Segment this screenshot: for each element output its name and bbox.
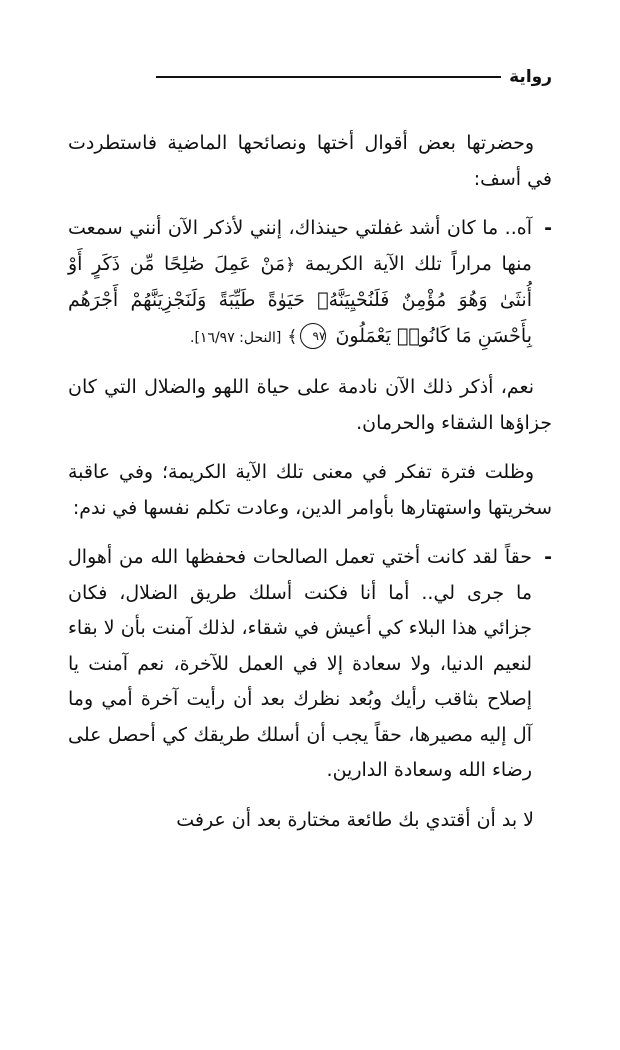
paragraph-1: وحضرتها بعض أقوال أختها ونصائحها الماضية فاستطردت في أسف: [68,132,552,190]
dialogue-1 [68,211,552,356]
dialogue-2-text: حقاً لقد كانت أختي تعمل الصالحات فحفظها الله من أهوال ما جرى لي.. أما أنا فكنت أسلك طريق الضلال، فكان جزائي هذا البلاء كي أعيش في شقاء، لذلك آمنت بأن لا بقاء لنعيم الدنيا، ولا سعادة إلا في العمل للآخرة، نعم آمنت يا إصلاح بثاقب رأيك وبُعد نظرك بعد أن رأيت آخرة أمي وما آل إليه مصيرها، حقاً يجب أن أسلك طريقك كي أحصل على رضاء الله وسعادة الدارين. [68,546,532,781]
ayah-number-marker: ٩٧ [300,323,326,349]
paragraph-3: وظلت فترة تفكر في معنى تلك الآية الكريمة؛ وفي عاقبة سخريتها واستهتارها بأوامر الدين، وعادت تكلم نفسها في ندم: [68,461,552,519]
ayah-close-bracket: ﴾ [287,326,298,347]
dialogue-2 [68,540,552,789]
page-header [152,62,552,92]
body-text [68,126,552,852]
dialogue-dash: - [544,546,552,568]
verse-reference: [النحل: ١٦/٩٧]. [190,329,282,346]
paragraph-4: لا بد أن أقتدي بك طائعة مختارة بعد أن عرفت [176,808,534,831]
ayah-open-bracket: ﴿ [285,254,296,275]
paragraph-2: نعم، أذكر ذلك الآن نادمة على حياة اللهو والضلال التي كان جزاؤها الشقاء والحرمان. [68,376,552,434]
header-rule [156,76,501,78]
dialogue-dash: - [544,217,552,239]
dialogue-1-text: آه.. ما كان أشد غفلتي حينذاك، إنني لأذكر الآن أنني سمعت منها مراراً تلك الآية الكريمة [68,217,532,275]
quran-verse: مَنْ عَمِلَ صَٰلِحًا مِّن ذَكَرٍ أَوْ أُنثَىٰ وَهُوَ مُؤْمِنٌ فَلَنُحْيِيَنَّهُۥ حَيَوٰةً طَيِّبَةً وَلَنَجْزِيَنَّهُمْ أَجْرَهُم بِأَحْسَنِ مَا كَانُوا۟ يَعْمَلُونَ [68,252,532,347]
header-title: رواية [509,67,552,87]
